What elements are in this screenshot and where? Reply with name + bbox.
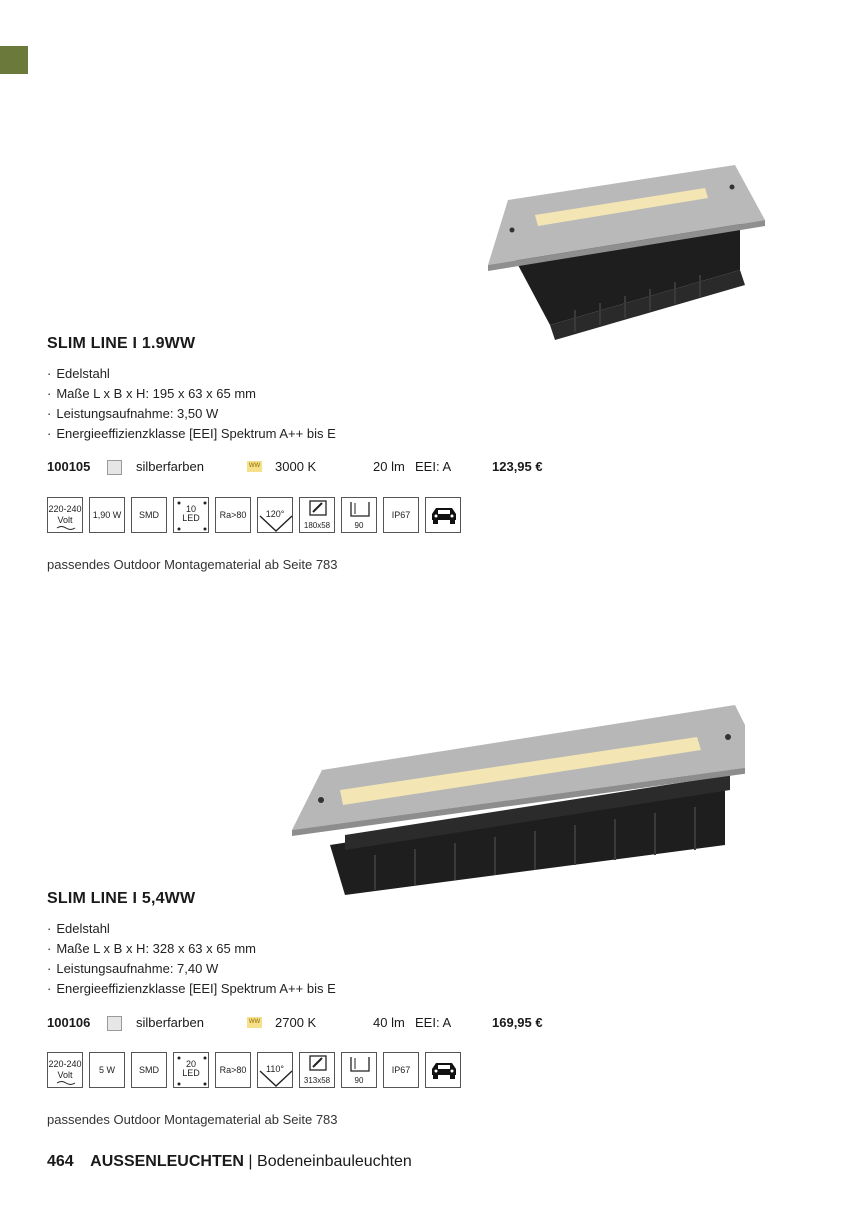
smd-icon: SMD <box>131 1052 167 1088</box>
luminous-flux: 40 lm <box>373 1015 405 1030</box>
ip-rating-icon: IP67 <box>383 497 419 533</box>
spec-item: · Energieeffizienzklasse [EEI] Spektrum A++ bis E <box>47 424 336 444</box>
color-name: silberfarben <box>136 1015 204 1030</box>
section-title: AUSSENLEUCHTEN <box>90 1153 244 1170</box>
cutout-icon: 313x58 <box>299 1052 335 1088</box>
spec-list <box>47 919 336 999</box>
spec-item: · Maße L x B x H: 328 x 63 x 65 mm <box>47 939 336 959</box>
product-card <box>0 690 850 1140</box>
article-row <box>47 459 567 477</box>
product-card <box>0 150 850 590</box>
section-color-tab <box>0 46 28 74</box>
spec-item: · Maße L x B x H: 195 x 63 x 65 mm <box>47 384 336 404</box>
depth-icon: 90 <box>341 1052 377 1088</box>
spec-item: · Edelstahl <box>47 919 336 939</box>
voltage-icon: 220-240 Volt <box>47 497 83 533</box>
article-number: 100105 <box>47 459 91 474</box>
color-temperature: 2700 K <box>275 1015 317 1030</box>
price: 169,95 € <box>492 1015 543 1030</box>
subsection-title: Bodeneinbauleuchten <box>257 1153 412 1170</box>
spec-item: · Energieeffizienzklasse [EEI] Spektrum A++ bis E <box>47 979 336 999</box>
depth-icon: 90 <box>341 497 377 533</box>
smd-icon: SMD <box>131 497 167 533</box>
product-photo <box>285 695 745 895</box>
cri-icon: Ra>80 <box>215 1052 251 1088</box>
accessory-note: passendes Outdoor Montagematerial ab Seite 783 <box>47 1112 338 1127</box>
page-footer <box>47 1153 412 1171</box>
ip-rating-icon: IP67 <box>383 1052 419 1088</box>
warm-white-icon: WW <box>247 1017 262 1028</box>
led-count-icon: 20 LED <box>173 1052 209 1088</box>
article-row <box>47 1015 567 1033</box>
beam-angle-icon: 120° <box>257 497 293 533</box>
product-photo <box>480 160 770 340</box>
color-name: silberfarben <box>136 459 204 474</box>
article-number: 100106 <box>47 1015 91 1030</box>
spec-list <box>47 364 336 444</box>
voltage-icon: 220-240 Volt <box>47 1052 83 1088</box>
cri-icon: Ra>80 <box>215 497 251 533</box>
price: 123,95 € <box>492 459 543 474</box>
color-swatch <box>107 1016 122 1031</box>
led-count-icon: 10 LED <box>173 497 209 533</box>
spec-item: · Leistungsaufnahme: 7,40 W <box>47 959 336 979</box>
cutout-icon: 180x58 <box>299 497 335 533</box>
color-swatch <box>107 460 122 475</box>
car-drive-over-icon <box>425 1052 461 1088</box>
page-number: 464 <box>47 1153 74 1170</box>
energy-class: EEI: A <box>415 459 452 474</box>
product-title: SLIM LINE I 5,4WW <box>47 890 196 907</box>
accessory-note: passendes Outdoor Montagematerial ab Seite 783 <box>47 557 338 572</box>
luminous-flux: 20 lm <box>373 459 405 474</box>
footer-separator: | <box>248 1153 253 1170</box>
car-drive-over-icon <box>425 497 461 533</box>
wattage-icon: 1,90 W <box>89 497 125 533</box>
wattage-icon: 5 W <box>89 1052 125 1088</box>
product-title: SLIM LINE I 1.9WW <box>47 335 196 352</box>
color-temperature: 3000 K <box>275 459 317 474</box>
beam-angle-icon: 110° <box>257 1052 293 1088</box>
warm-white-icon: WW <box>247 461 262 472</box>
spec-item: · Edelstahl <box>47 364 336 384</box>
spec-item: · Leistungsaufnahme: 3,50 W <box>47 404 336 424</box>
energy-class: EEI: A <box>415 1015 452 1030</box>
